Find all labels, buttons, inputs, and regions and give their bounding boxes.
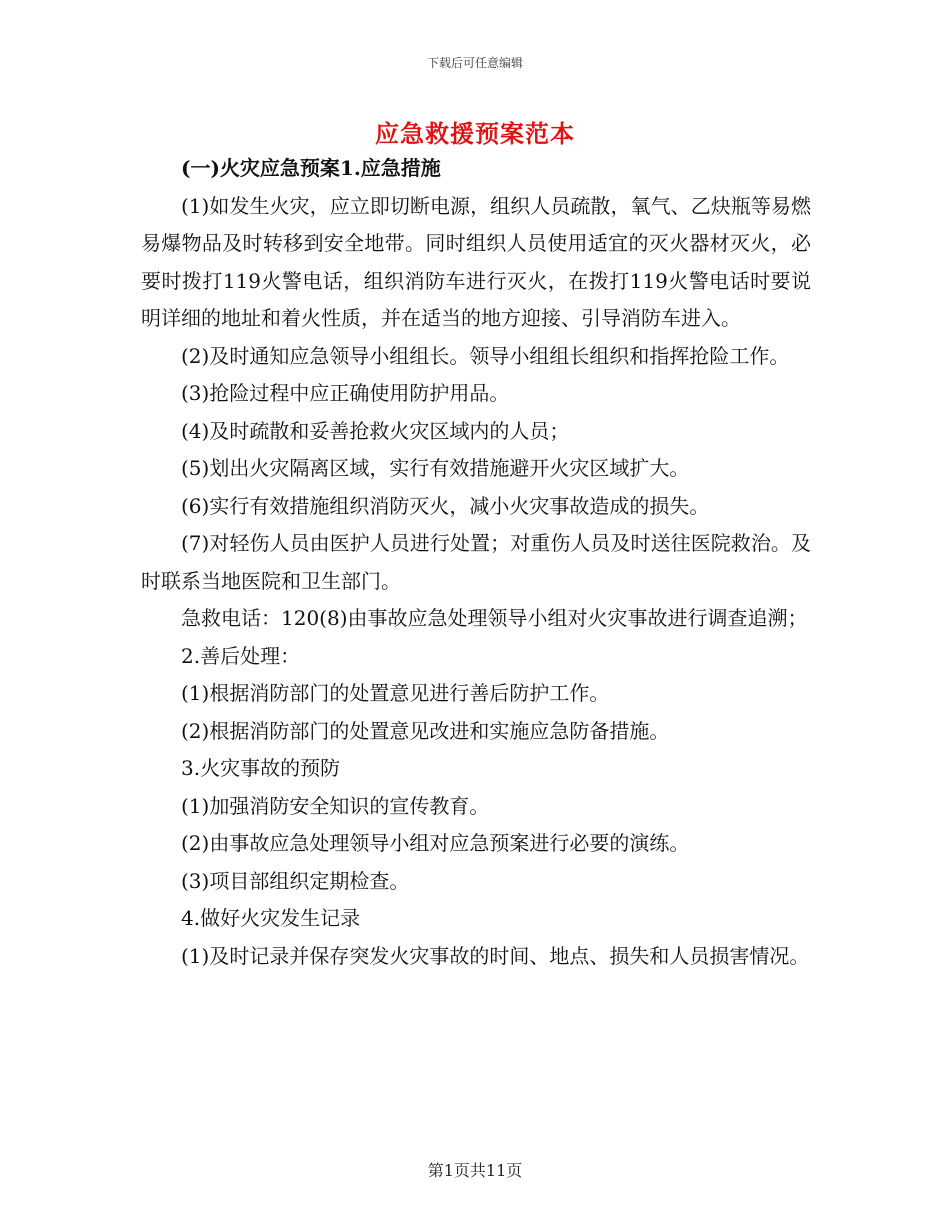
subsection-heading: 4.做好火灾发生记录 (181, 906, 361, 930)
paragraph: (6)实行有效措施组织消防灭火，减小火灾事故造成的损失。 (181, 493, 710, 518)
paragraph: (7)对轻伤人员由医护人员进行处置；对重伤人员及时送往医院救治。及时联系当地医院和卫生部门。 (141, 531, 811, 593)
paragraph: (3)抢险过程中应正确使用防护用品。 (181, 381, 510, 405)
page-footer: 第1页共11页 (427, 1161, 523, 1180)
paragraph: (1)根据消防部门的处置意见进行善后防护工作。 (181, 681, 610, 705)
paragraph: (1)加强消防安全知识的宣传教育。 (181, 793, 490, 818)
document-title: 应急救援预案范本 (375, 119, 575, 148)
paragraph: (3)项目部组织定期检查。 (181, 868, 410, 893)
paragraph: (1)如发生火灾，应立即切断电源，组织人员疏散，氧气、乙炔瓶等易燃易爆物品及时转移到安全地带。同时组织人员使用适宜的灭火器材灭火，必要时拨打119火警电话，组织消防车进行灭火，在拨打119火警电话时要说明详细的地址和着火性质，并在适当的地方迎接、引导消防车进入。 (141, 193, 811, 330)
subsection-heading: 3.火灾事故的预防 (181, 756, 341, 780)
paragraph: (5)划出火灾隔离区域，实行有效措施避开火灾区域扩大。 (181, 456, 690, 480)
paragraph: (2)及时通知应急领导小组组长。领导小组组长组织和指挥抢险工作。 (181, 343, 790, 368)
header-note: 下载后可任意编辑 (426, 56, 523, 70)
paragraph: (2)根据消防部门的处置意见改进和实施应急防备措施。 (181, 718, 670, 743)
paragraph: (1)及时记录并保存突发火灾事故的时间、地点、损失和人员损害情况。 (181, 943, 810, 968)
paragraph: (4)及时疏散和妥善抢救火灾区域内的人员； (181, 418, 570, 443)
paragraph: 急救电话：120(8)由事故应急处理领导小组对火灾事故进行调查追溯； (181, 606, 808, 630)
paragraph: (2)由事故应急处理领导小组对应急预案进行必要的演练。 (181, 831, 690, 855)
subsection-heading: 2.善后处理： (181, 643, 301, 668)
document-body (141, 150, 811, 975)
section-heading: (一)火灾应急预案1.应急措施 (181, 156, 441, 180)
